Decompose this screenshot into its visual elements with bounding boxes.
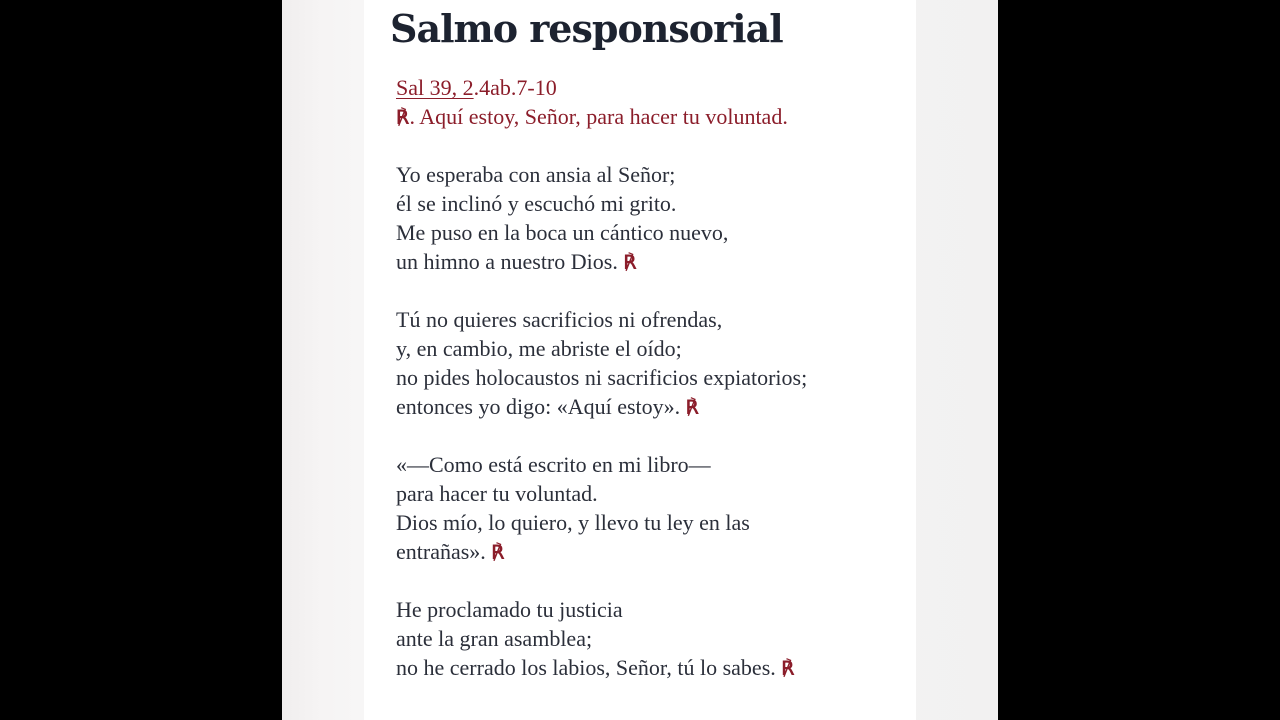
verse-line: ante la gran asamblea; xyxy=(396,626,593,651)
verse-line: un himno a nuestro Dios. xyxy=(396,249,618,274)
verse-line: Dios mío, lo quiero, y llevo tu ley en las xyxy=(396,510,750,535)
stanza-1 xyxy=(396,160,896,276)
stanza-2 xyxy=(396,305,896,421)
verse-line: Me puso en la boca un cántico nuevo, xyxy=(396,220,729,245)
verse-line: no pides holocaustos ni sacrificios expiatorios; xyxy=(396,365,808,390)
page-title: Salmo responsorial xyxy=(390,6,783,51)
verse-line: y, en cambio, me abriste el oído; xyxy=(396,336,682,361)
verse-line: no he cerrado los labios, Señor, tú lo sabes. xyxy=(396,655,776,680)
reference-rest: .4ab.7-10 xyxy=(473,75,557,100)
verse-line: Yo esperaba con ansia al Señor; xyxy=(396,162,676,187)
response-icon: ℟ xyxy=(781,658,795,680)
response-icon: ℟ xyxy=(396,107,410,129)
stanza-3 xyxy=(396,450,896,566)
verse-line: entrañas». xyxy=(396,539,486,564)
verse-line: Tú no quieres sacrificios ni ofrendas, xyxy=(396,307,723,332)
verse-line: entonces yo digo: «Aquí estoy». xyxy=(396,394,681,419)
response-icon: ℟ xyxy=(491,542,505,564)
verse-line: He proclamado tu justicia xyxy=(396,597,623,622)
response-text: . Aquí estoy, Señor, para hacer tu voluntad. xyxy=(409,104,788,129)
psalm-reference xyxy=(396,73,896,102)
response-icon: ℟ xyxy=(623,252,637,274)
response-line xyxy=(396,102,896,131)
verse-line: «—Como está escrito en mi libro— xyxy=(396,452,711,477)
reference-link[interactable]: Sal 39, 2 xyxy=(396,75,474,100)
psalm-content xyxy=(396,73,896,682)
response-icon: ℟ xyxy=(685,397,700,419)
verse-line: para hacer tu voluntad. xyxy=(396,481,598,506)
stanza-4 xyxy=(396,595,896,682)
verse-line: él se inclinó y escuchó mi grito. xyxy=(396,191,677,216)
